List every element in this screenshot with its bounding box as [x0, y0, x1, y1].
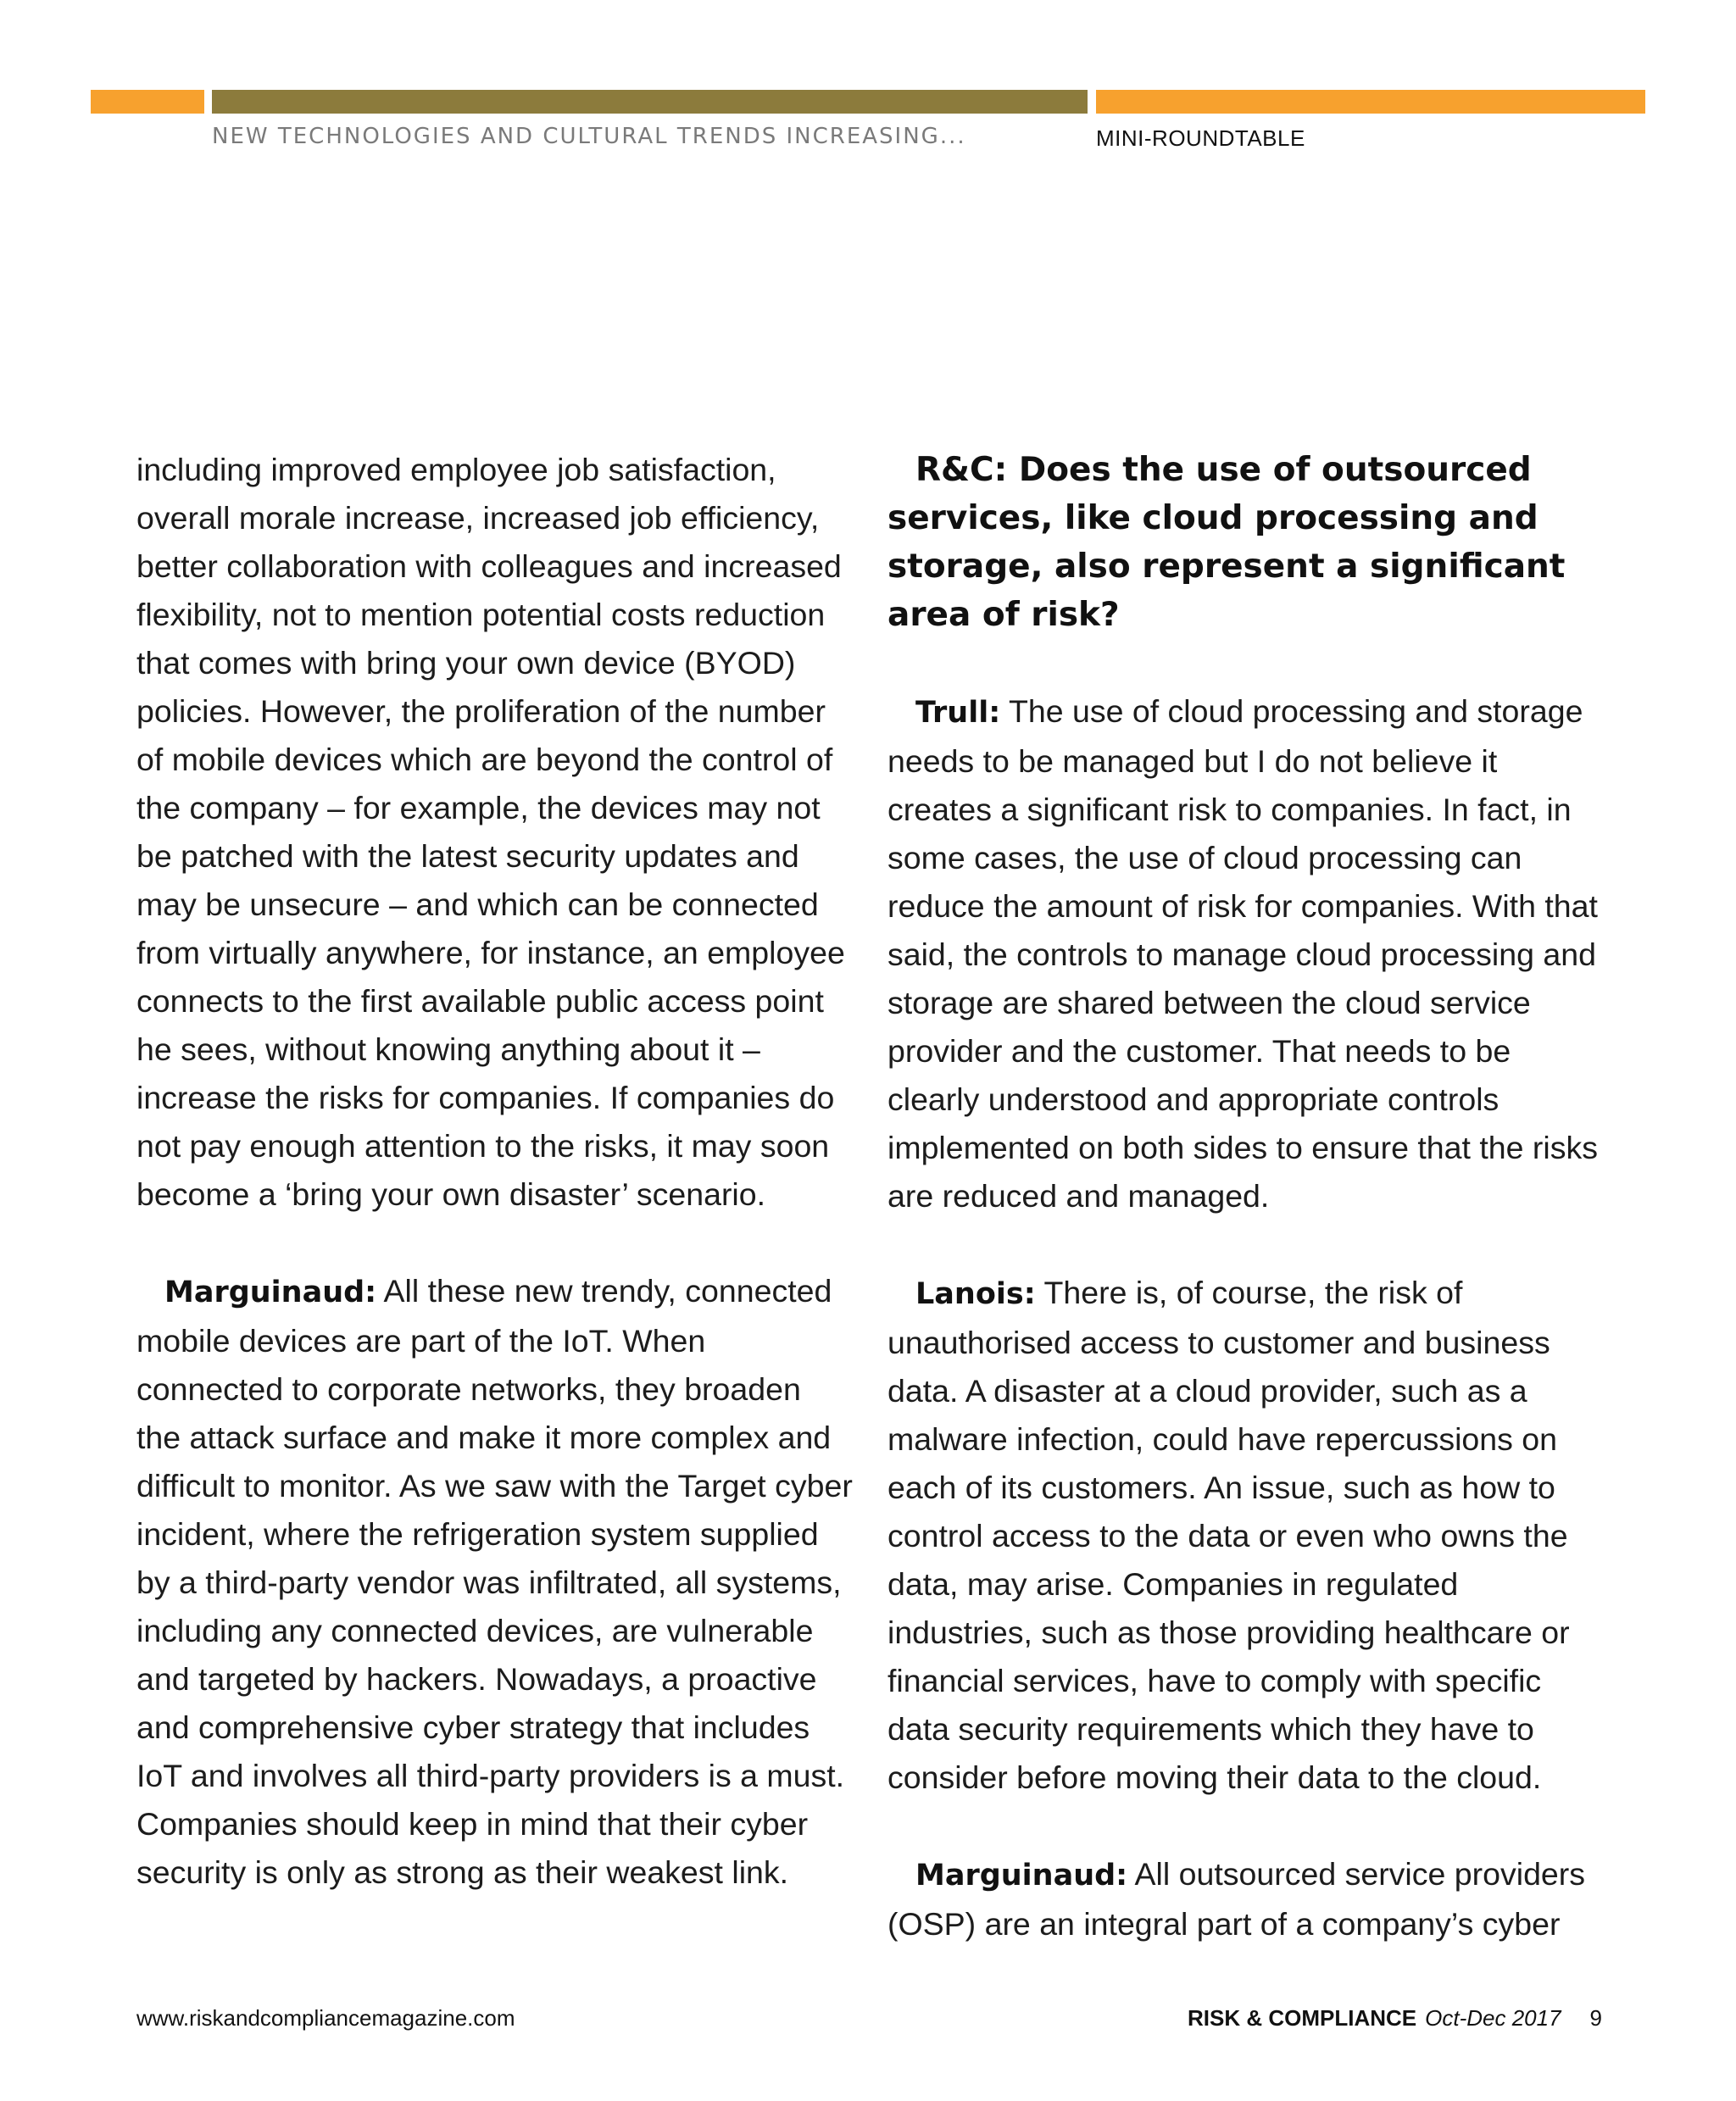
paragraph-text: All outsourced service providers (OSP) are an integral part of a company’s cyber	[887, 1856, 1586, 1942]
header-accent-bar-left	[91, 90, 204, 114]
paragraph-text: There is, of course, the risk of unauthorised access to customer and business data. A disaster at a cloud provider, such as a malware infection, could have repercussions on each of its customers. An issue, such as how to control access to the data or even who owns the data, may arise. Companies in regulated industries, such as those providing healthcare or financial services, have to comply with specific data security requirements which they have to consider before moving their data to the cloud.	[887, 1275, 1570, 1795]
page-number: 9	[1589, 2005, 1602, 2031]
speaker-name: Trull:	[915, 696, 1001, 730]
speaker-name: Lanois:	[915, 1277, 1036, 1311]
website-link[interactable]: www.riskandcompliancemagazine.com	[136, 2005, 515, 2031]
speaker-name: Marguinaud:	[164, 1276, 377, 1309]
header-accent-bar-right	[1096, 90, 1645, 114]
interview-question: R&C: Does the use of outsourced services, like cloud processing and storage, also represent a significant area of risk?	[887, 451, 1566, 634]
paragraph-text: All these new trendy, connected mobile devices are part of the IoT. When connected to corporate networks, they broaden the attack surface and make it more complex and difficult to monitor. As we saw with the Target cyber incident, where the refrigeration system supplied by a third-party vendor was infiltrated, all systems, including any connected devices, are vulnerable and targeted by hackers. Nowadays, a proactive and comprehensive cyber strategy that includes IoT and involves all third-party providers is a must. Companies should keep in mind that their cyber security is only as strong as their weakest link.	[136, 1273, 853, 1890]
paragraph	[887, 1850, 1608, 1948]
paragraph	[136, 1267, 853, 1897]
speaker-name: Marguinaud:	[915, 1859, 1128, 1893]
paragraph	[887, 1269, 1608, 1802]
running-title: NEW TECHNOLOGIES AND CULTURAL TRENDS INCREASING...	[212, 124, 966, 149]
paragraph	[887, 687, 1608, 1220]
right-column	[887, 446, 1608, 1948]
issue-date: Oct-Dec 2017	[1425, 2005, 1561, 2031]
footer-publication	[1188, 2005, 1602, 2032]
header-accent-bar-middle	[212, 90, 1088, 114]
magazine-name: RISK & COMPLIANCE	[1188, 2005, 1417, 2031]
section-label: MINI-ROUNDTABLE	[1096, 125, 1305, 151]
paragraph-text: The use of cloud processing and storage needs to be managed but I do not believe it creates a significant risk to companies. In fact, in some cases, the use of cloud processing can reduce the amount of risk for companies. With that said, the controls to manage cloud processing and storage are shared between the cloud service provider and the customer. That needs to be clearly understood and appropriate controls implemented on both sides to ensure that the risks are reduced and managed.	[887, 693, 1598, 1214]
paragraph: including improved employee job satisfaction, overall morale increase, increased job efficiency, better collaboration with colleagues and increased flexibility, not to mention potential costs reduction that comes with bring your own device (BYOD) policies. However, the proliferation of the number of mobile devices which are beyond the control of the company – for example, the devices may not be patched with the latest security updates and may be unsecure – and which can be connected from virtually anywhere, for instance, an employee connects to the first available public access point he sees, without knowing anything about it – increase the risks for companies. If companies do not pay enough attention to the risks, it may soon become a ‘bring your own disaster’ scenario.	[136, 452, 845, 1212]
left-column	[136, 446, 853, 1897]
